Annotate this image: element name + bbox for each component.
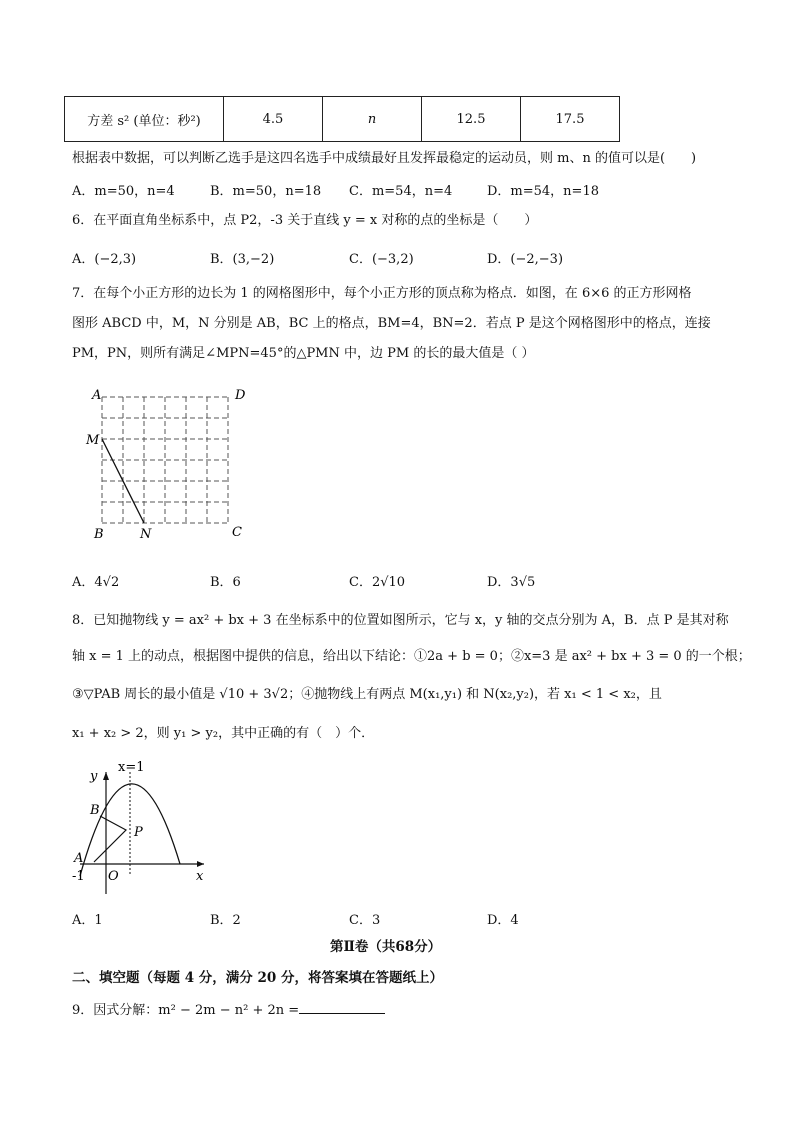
table-cell: n: [323, 97, 422, 142]
table-cell: 12.5: [422, 97, 521, 142]
q8-line-2: 轴 x = 1 上的动点，根据图中提供的信息，给出以下结论：①2a + b = 0；②x=3 是 ax² + bx + 3 = 0 的一个根；: [72, 649, 751, 664]
label-c: C: [232, 525, 242, 540]
q6-option-c[interactable]: C．(−3,2): [349, 252, 414, 267]
label-b: B: [94, 527, 104, 542]
q5-option-d[interactable]: D．m=54，n=18: [487, 184, 599, 199]
label-o: O: [108, 869, 119, 884]
q6-option-a[interactable]: A．(−2,3): [72, 252, 137, 267]
label-a: A: [74, 851, 84, 866]
q7-option-d[interactable]: D．3√5: [487, 575, 536, 590]
q8-line-1: 8．已知抛物线 y = ax² + bx + 3 在坐标系中的位置如图所示，它与 x，y 轴的交点分别为 A，B．点 P 是其对称: [72, 613, 729, 628]
label-m: M: [86, 433, 100, 448]
q5-option-c[interactable]: C．m=54，n=4: [349, 184, 453, 199]
variance-table: [64, 96, 620, 142]
label-x: x: [196, 869, 204, 884]
table-cell: 17.5: [521, 97, 620, 142]
q9-stem: 9．因式分解：m² − 2m − n² + 2n =: [72, 1003, 300, 1018]
triangle-pab: [94, 816, 126, 862]
q8-line-4: x₁ + x₂ > 2，则 y₁ > y₂，其中正确的有（ ）个．: [72, 726, 375, 741]
q8-option-b[interactable]: B．2: [210, 913, 241, 928]
q7-option-c[interactable]: C．2√10: [349, 575, 406, 590]
q9-row: [72, 1001, 385, 1020]
q8-parabola-figure: [66, 758, 216, 898]
q8-line-3: ③▽PAB 周长的最小值是 √10 + 3√2；④抛物线上有两点 M(x₁,y₁) 和 N(x₂,y₂)，若 x₁ < 1 < x₂，且: [72, 687, 662, 702]
volume-title: 第Ⅱ卷（共68分）: [330, 939, 442, 955]
q7-grid-figure: [80, 382, 260, 547]
q7-line-2: 图形 ABCD 中，M，N 分别是 AB，BC 上的格点，BM=4，BN=2．若点 P 是这个网格图形中的格点，连接: [72, 316, 711, 331]
q8-option-d[interactable]: D．4: [487, 913, 519, 928]
section-heading: 二、填空题（每题 4 分，满分 20 分，将答案填在答题纸上）: [72, 970, 443, 986]
q5-option-a[interactable]: A．m=50，n=4: [72, 184, 175, 199]
q7-line-3: PM，PN，则所有满足∠MPN=45°的△PMN 中，边 PM 的长的最大值是（ ）: [72, 346, 535, 361]
q7-line-1: 7．在每个小正方形的边长为 1 的网格图形中，每个小正方形的顶点称为格点．如图，在 6×6 的正方形网格: [72, 286, 692, 301]
label-minus-1: -1: [72, 869, 85, 884]
q7-option-b[interactable]: B．6: [210, 575, 241, 590]
q8-option-c[interactable]: C．3: [349, 913, 381, 928]
table-cell: 4.5: [224, 97, 323, 142]
q8-option-a[interactable]: A．1: [72, 913, 103, 928]
label-d: D: [235, 388, 246, 403]
q5-option-b[interactable]: B．m=50，n=18: [210, 184, 322, 199]
table-row: [65, 97, 620, 142]
q6-option-b[interactable]: B．(3,−2): [210, 252, 275, 267]
label-y: y: [90, 769, 98, 784]
label-x-equals-1: x=1: [118, 760, 145, 775]
label-n: N: [140, 527, 152, 542]
y-axis-arrow: [103, 772, 109, 780]
x-axis-arrow: [197, 861, 204, 867]
label-b: B: [90, 803, 100, 818]
q9-answer-blank[interactable]: [299, 1001, 385, 1014]
table-row-label: 方差 s² (单位：秒²): [65, 97, 224, 142]
grid-lines: [102, 397, 228, 523]
label-a: A: [92, 388, 102, 403]
q6-option-d[interactable]: D．(−2,−3): [487, 252, 564, 267]
q6-stem: 6．在平面直角坐标系中，点 P2，-3 关于直线 y = x 对称的点的坐标是（ ）: [72, 213, 538, 228]
q5-stem: 根据表中数据，可以判断乙选手是这四名选手中成绩最好且发挥最稳定的运动员，则 m、n 的值可以是( ): [72, 151, 697, 166]
label-p: P: [134, 825, 143, 840]
q7-option-a[interactable]: A．4√2: [72, 575, 120, 590]
